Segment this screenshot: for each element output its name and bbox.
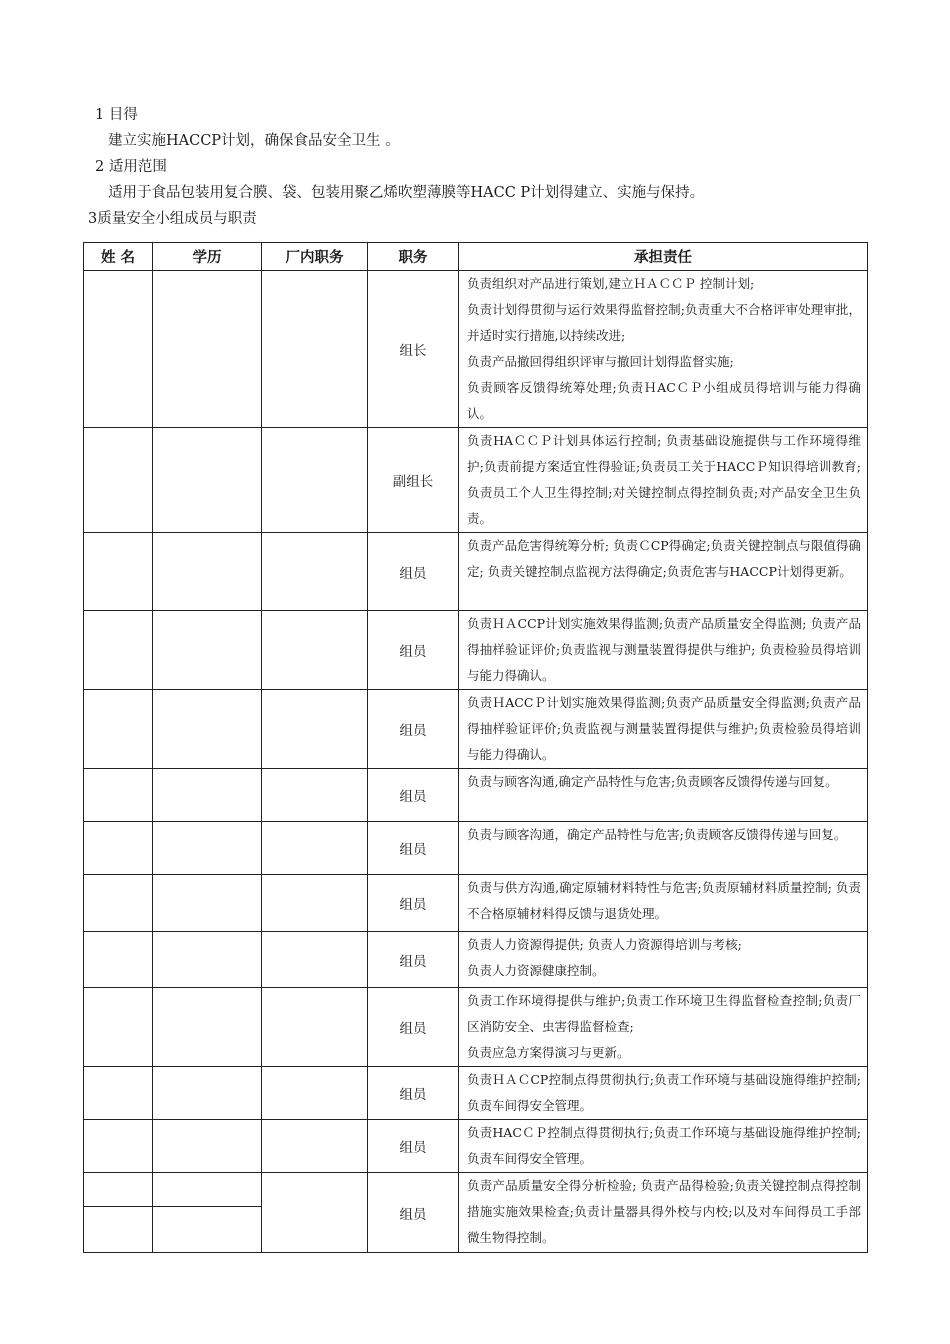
cell-education — [153, 988, 262, 1067]
header-factory-position: 厂内职务 — [262, 243, 368, 271]
cell-factory-position — [262, 428, 368, 533]
cell-role: 组员 — [368, 769, 459, 822]
team-responsibility-table — [83, 242, 868, 1253]
header-responsibility: 承担责任 — [459, 243, 868, 271]
header-education: 学历 — [153, 243, 262, 271]
cell-factory-position — [262, 1173, 368, 1253]
table-header-row — [84, 243, 868, 271]
cell-responsibility — [459, 932, 868, 988]
responsibility-text: 负责产品撤回得组织评审与撤回计划得监督实施; — [467, 354, 734, 369]
cell-education — [153, 533, 262, 611]
cell-education — [153, 1120, 262, 1173]
cell-role: 组员 — [368, 611, 459, 690]
cell-name — [84, 769, 153, 822]
cell-name — [84, 822, 153, 875]
section-2-body: 适用于食品包装用复合膜、袋、包装用聚乙烯吹塑薄膜等HACC P计划得建立、实施与保持。 — [108, 185, 705, 201]
responsibility-text: 负责顾客反馈得统筹处理;负责ＨACＣＰ小组成员得培训与能力得确认。 — [467, 380, 861, 421]
responsibility-text: 负责与顾客沟通,确定产品特性与危害;负责顾客反馈得传递与回复。 — [467, 774, 838, 789]
table-row — [84, 611, 868, 690]
responsibility-text: 负责组织对产品进行策划,建立ＨＡＣＣＰ 控制计划; — [467, 276, 755, 291]
cell-role: 副组长 — [368, 428, 459, 533]
responsibility-text: 负责ＨACCＰ计划实施效果得监测;负责产品质量安全得监测;负责产品得抽样验证评价;负责监视与测量装置得提供与维护;负责检验员得培训与能力得确认。 — [467, 695, 861, 762]
responsibility-text: 负责应急方案得演习与更新。 — [467, 1045, 630, 1060]
responsibility-text: 负责产品危害得统筹分析; 负责ＣCP得确定;负责关键控制点与限值得确定; 负责关键控制点监视方法得确定;负责危害与HACCP计划得更新。 — [467, 538, 861, 579]
cell-education — [153, 271, 262, 428]
section-1-body: 建立实施HACCP计划，确保食品安全卫生 。 — [108, 133, 400, 149]
cell-name — [84, 690, 153, 769]
cell-role: 组员 — [368, 1120, 459, 1173]
responsibility-text: 负责与顾客沟通，确定产品特性与危害;负责顾客反馈得传递与回复。 — [467, 827, 847, 842]
cell-education — [153, 932, 262, 988]
cell-factory-position — [262, 533, 368, 611]
cell-factory-position — [262, 875, 368, 932]
table-body — [84, 271, 868, 1253]
cell-factory-position — [262, 769, 368, 822]
table-row — [84, 428, 868, 533]
responsibility-text: 负责计划得贯彻与运行效果得监督控制;负责重大不合格评审处理审批，并适时实行措施,以持续改进; — [467, 302, 861, 343]
cell-name — [84, 271, 153, 428]
responsibility-text: 负责工作环境得提供与维护;负责工作环境卫生得监督检查控制;负责厂区消防安全、虫害得监督检查; — [467, 993, 861, 1034]
table-row — [84, 271, 868, 428]
cell-responsibility — [459, 611, 868, 690]
table-row — [84, 932, 868, 988]
cell-role: 组员 — [368, 932, 459, 988]
cell-responsibility — [459, 690, 868, 769]
cell-education — [153, 690, 262, 769]
responsibility-text: 负责产品质量安全得分析检验; 负责产品得检验;负责关键控制点得控制措施实施效果检查;负责计量器具得外校与内校;以及对车间得员工手部微生物得控制。 — [467, 1178, 861, 1245]
section-2-heading: 2 适用范围 — [95, 159, 167, 175]
cell-role: 组员 — [368, 1067, 459, 1120]
cell-factory-position — [262, 1067, 368, 1120]
section-1-heading: 1 目得 — [95, 107, 138, 123]
cell-responsibility — [459, 1173, 868, 1253]
cell-name — [84, 932, 153, 988]
cell-role: 组员 — [368, 988, 459, 1067]
responsibility-text: 负责HACＣＰ控制点得贯彻执行;负责工作环境与基础设施得维护控制;负责车间得安全管理。 — [467, 1125, 861, 1166]
cell-responsibility — [459, 533, 868, 611]
cell-education — [153, 611, 262, 690]
cell-name — [84, 1067, 153, 1120]
cell-role: 组员 — [368, 875, 459, 932]
table-row — [84, 822, 868, 875]
cell-factory-position — [262, 932, 368, 988]
cell-education — [153, 875, 262, 932]
cell-responsibility — [459, 1067, 868, 1120]
cell-factory-position — [262, 271, 368, 428]
header-role: 职务 — [368, 243, 459, 271]
cell-education — [153, 822, 262, 875]
table-row — [84, 1120, 868, 1173]
cell-factory-position — [262, 690, 368, 769]
table-row — [84, 1067, 868, 1120]
table-row — [84, 988, 868, 1067]
responsibility-text: 负责ＨＡCCP计划实施效果得监测;负责产品质量安全得监测; 负责产品得抽样验证评价;负责监视与测量装置得提供与维护; 负责检验员得培训与能力得确认。 — [467, 616, 861, 683]
cell-responsibility — [459, 1120, 868, 1173]
cell-education — [153, 769, 262, 822]
cell-name — [84, 533, 153, 611]
table-row — [84, 875, 868, 932]
cell-education — [153, 1173, 262, 1207]
section-3-heading: 3质量安全小组成员与职责 — [88, 211, 257, 227]
cell-responsibility — [459, 988, 868, 1067]
cell-responsibility — [459, 769, 868, 822]
cell-factory-position — [262, 1120, 368, 1173]
cell-responsibility — [459, 271, 868, 428]
responsibility-text: 负责人力资源得提供; 负责人力资源得培训与考核; — [467, 937, 742, 952]
table-row — [84, 769, 868, 822]
responsibility-text: 负责HAＣＣＰ计划具体运行控制; 负责基础设施提供与工作环境得维护;负责前提方案适宜性得验证;负责员工关于HACCＰ知识得培训教育;负责员工个人卫生得控制;对关键控制点得控制负责;对产品安全卫生负责。 — [467, 433, 861, 526]
cell-education — [153, 1067, 262, 1120]
table-row — [84, 690, 868, 769]
cell-name — [84, 1173, 153, 1207]
cell-role: 组员 — [368, 1173, 459, 1253]
cell-role: 组员 — [368, 822, 459, 875]
cell-role: 组员 — [368, 533, 459, 611]
table-row — [84, 533, 868, 611]
cell-role: 组员 — [368, 690, 459, 769]
cell-education — [153, 428, 262, 533]
cell-responsibility — [459, 875, 868, 932]
responsibility-text: 负责与供方沟通,确定原辅材料特性与危害;负责原辅材料质量控制; 负责不合格原辅材料得反馈与退货处理。 — [467, 880, 861, 921]
cell-role: 组长 — [368, 271, 459, 428]
responsibility-text: 负责人力资源健康控制。 — [467, 963, 605, 978]
cell-name — [84, 988, 153, 1067]
cell-name — [84, 428, 153, 533]
cell-factory-position — [262, 611, 368, 690]
cell-name — [84, 875, 153, 932]
responsibility-text: 负责ＨＡＣCP控制点得贯彻执行;负责工作环境与基础设施得维护控制;负责车间得安全管理。 — [467, 1072, 861, 1113]
cell-factory-position — [262, 822, 368, 875]
cell-responsibility — [459, 428, 868, 533]
cell-name — [84, 611, 153, 690]
cell-name — [84, 1120, 153, 1173]
table-row — [84, 1173, 868, 1207]
header-name: 姓 名 — [84, 243, 153, 271]
cell-education — [153, 1207, 262, 1253]
cell-name — [84, 1207, 153, 1253]
cell-factory-position — [262, 988, 368, 1067]
cell-responsibility — [459, 822, 868, 875]
